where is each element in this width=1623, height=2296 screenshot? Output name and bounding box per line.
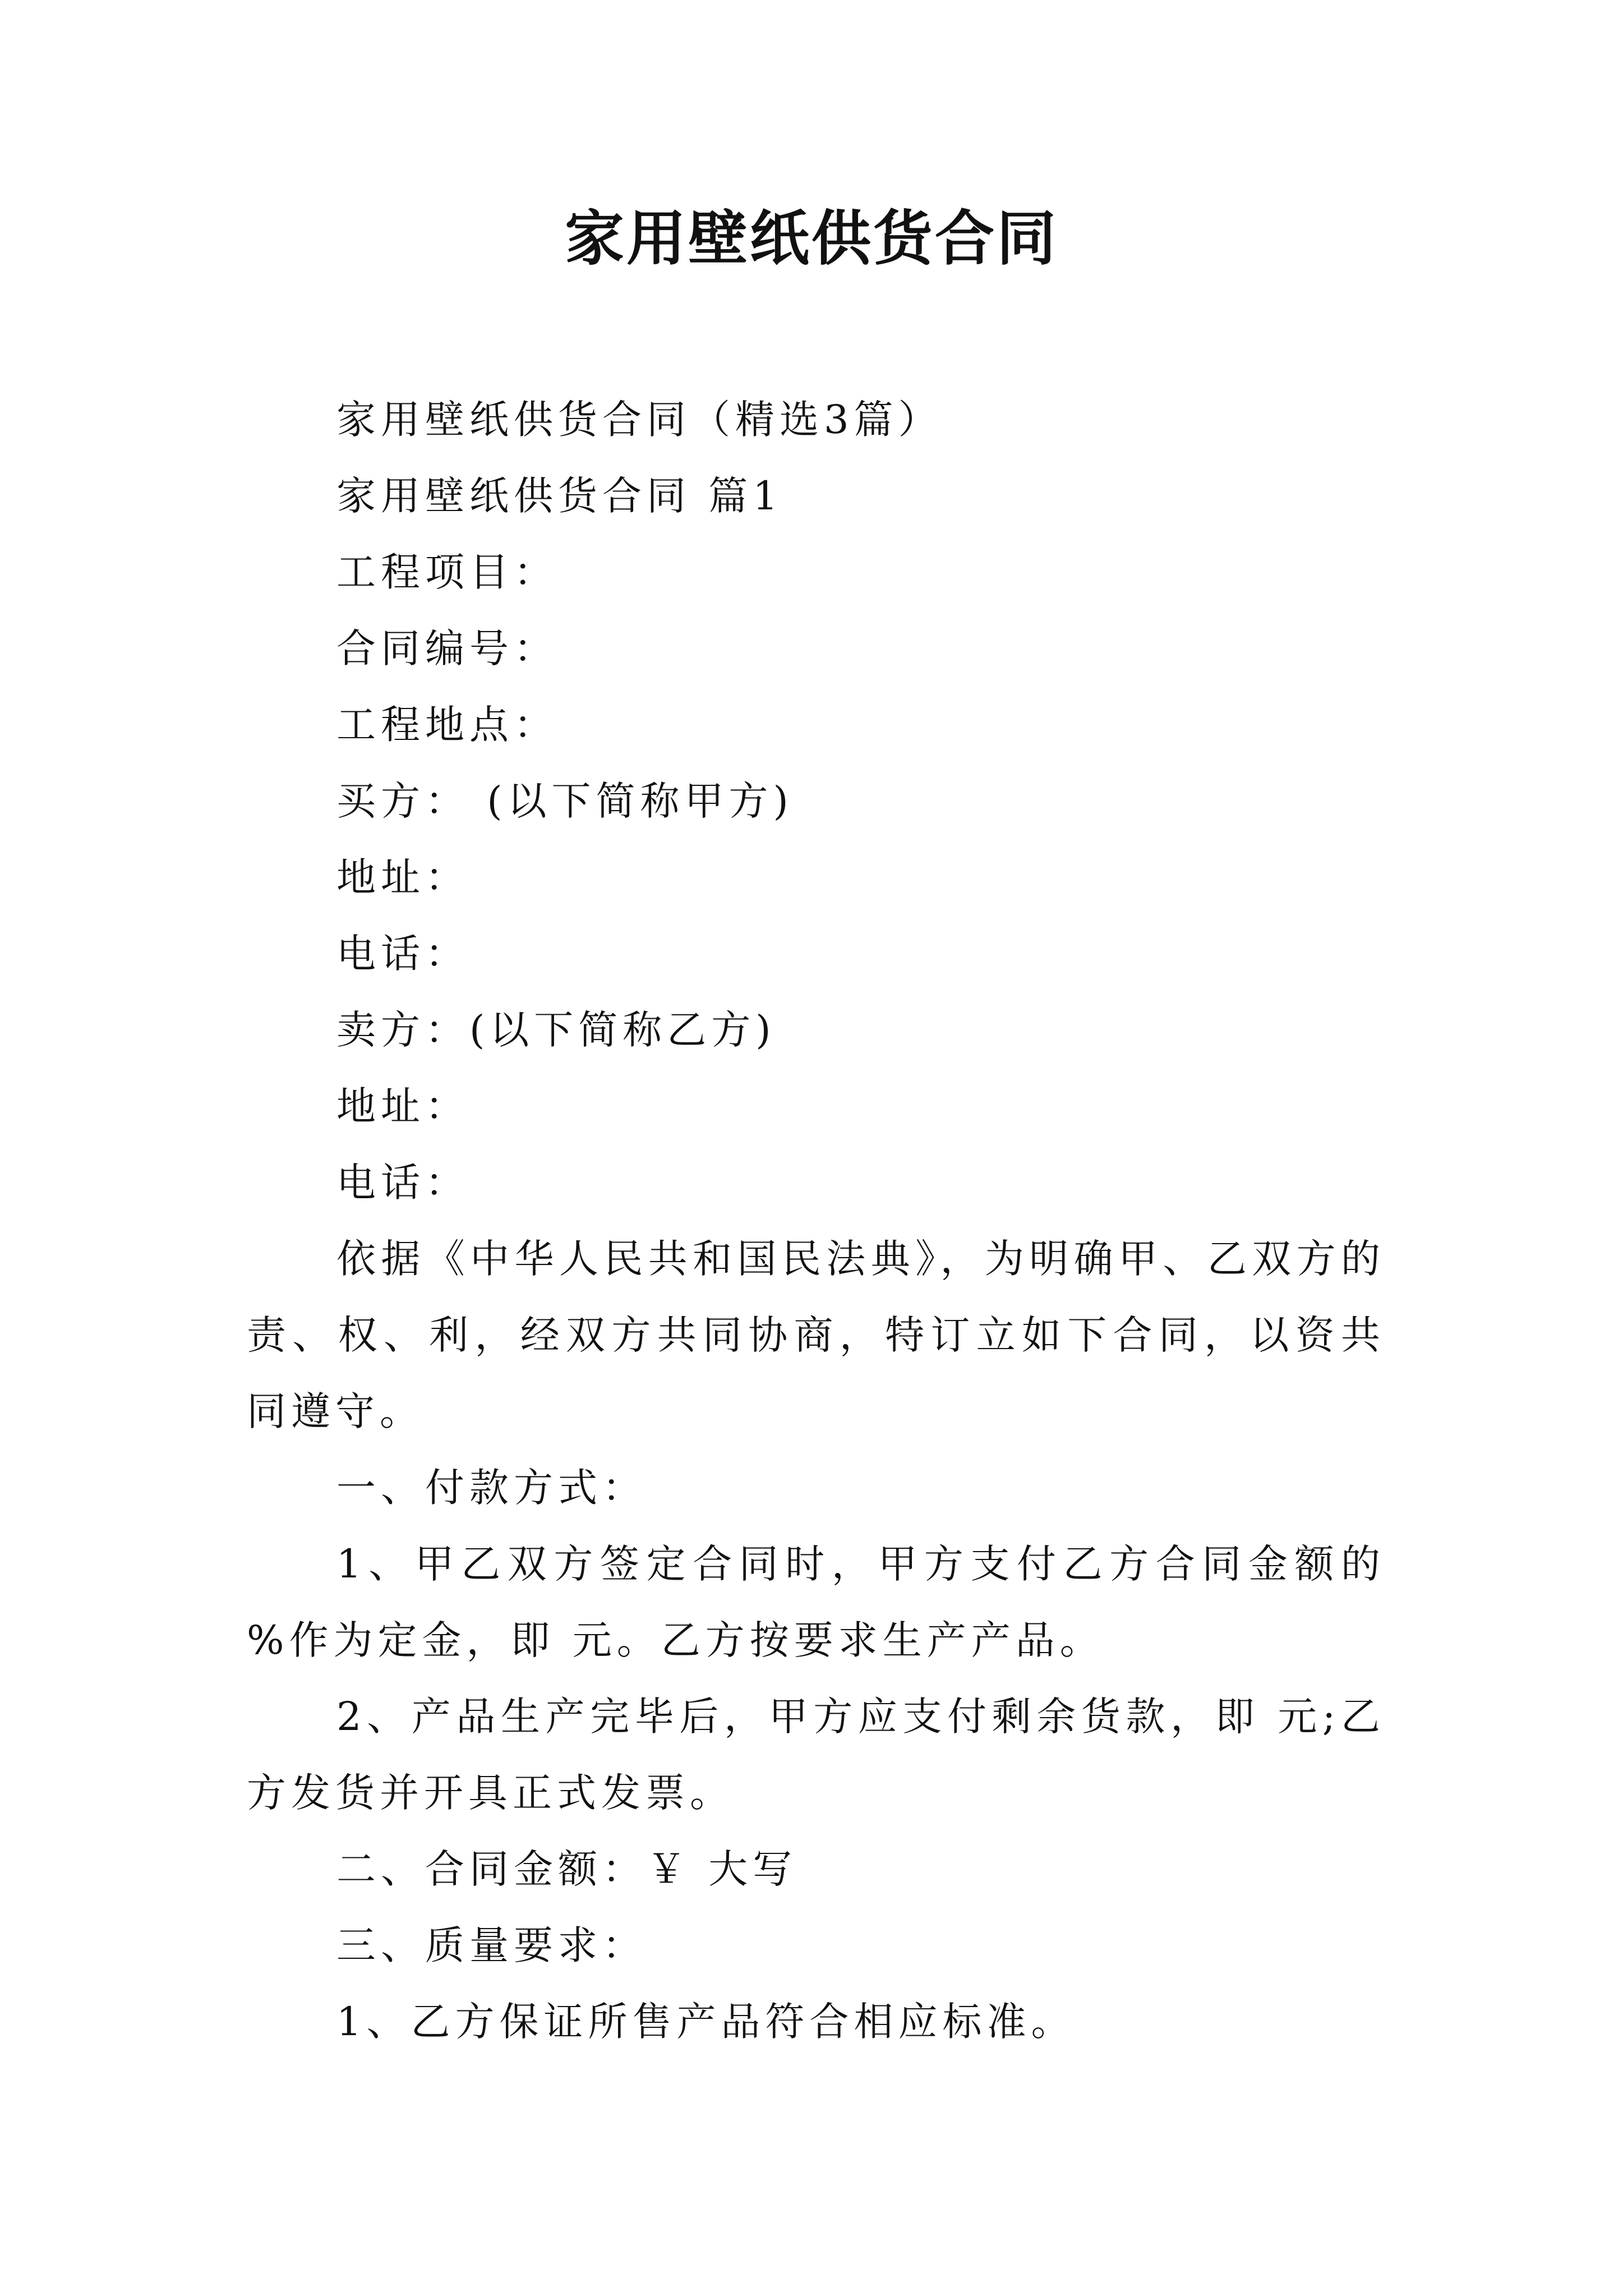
field-project: 工程项目： bbox=[336, 549, 558, 595]
section-heading-part1: 家用壁纸供货合同 篇1 bbox=[336, 473, 783, 519]
field-seller-address: 地址： bbox=[336, 1083, 469, 1129]
field-buyer-address: 地址： bbox=[336, 854, 469, 900]
field-contract-number: 合同编号： bbox=[336, 625, 558, 671]
document-body bbox=[247, 381, 1385, 2060]
field-buyer: 买方： (以下简称甲方) bbox=[336, 778, 794, 824]
field-project-location: 工程地点： bbox=[336, 702, 558, 748]
field-seller-phone: 电话： bbox=[336, 1159, 469, 1205]
clause-quality-1: 1、乙方保证所售产品符合相应标准。 bbox=[336, 1999, 1076, 2045]
heading-payment-method: 一、付款方式： bbox=[336, 1465, 647, 1511]
document-title: 家用壁纸供货合同 bbox=[565, 203, 1058, 273]
heading-contract-amount: 二、合同金额：￥ 大写 bbox=[336, 1846, 797, 1892]
heading-quality-requirements: 三、质量要求： bbox=[336, 1922, 647, 1968]
field-buyer-phone: 电话： bbox=[336, 931, 469, 977]
paragraph-preamble: 依据《中华人民共和国民法典》，为明确甲、乙双方的责、权、利，经双方共同协商，特订立如下合同，以资共同遵守。 bbox=[247, 1236, 1385, 1434]
subtitle-selection: 家用壁纸供货合同（精选3篇） bbox=[336, 397, 943, 443]
clause-payment-2: 2、产品生产完毕后，甲方应支付剩余货款，即 元;乙方发货并开具正式发票。 bbox=[247, 1694, 1385, 1816]
clause-payment-1: 1、甲乙双方签定合同时，甲方支付乙方合同金额的 %作为定金，即 元。乙方按要求生产产品。 bbox=[247, 1541, 1385, 1663]
field-seller: 卖方：(以下简称乙方) bbox=[336, 1007, 776, 1053]
